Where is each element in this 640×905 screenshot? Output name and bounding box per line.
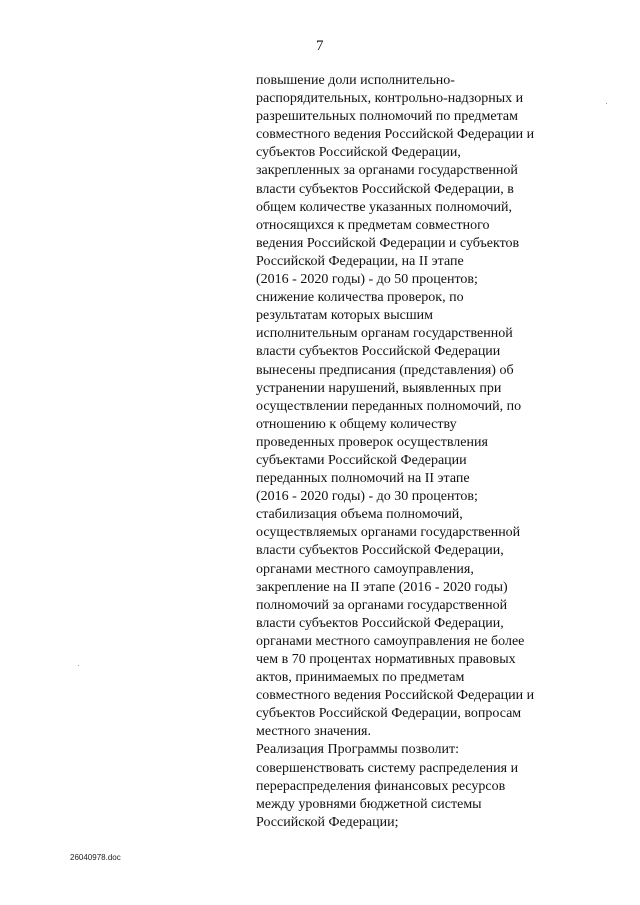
body-text-line: власти субъектов Российской Федерации [256, 344, 501, 360]
body-text-line: закрепление на II этапе (2016 - 2020 годы) [256, 579, 508, 595]
body-text-line: актов, принимаемых по предметам [256, 670, 465, 686]
body-text-line: местного значения. [256, 724, 371, 740]
body-text-line: переданных полномочий на II этапе [256, 471, 470, 487]
body-text-line: общем количестве указанных полномочий, [256, 199, 513, 215]
file-name-footer: 26040978.doc [70, 853, 121, 862]
body-text-line: между уровнями бюджетной системы [256, 796, 482, 812]
body-text-line: Российской Федерации, на II этапе [256, 253, 464, 269]
body-text-line: совместного ведения Российской Федерации и [256, 688, 535, 704]
body-text-line: повышение доли исполнительно- [256, 73, 455, 88]
body-text-line: стабилизация объема полномочий, [256, 507, 463, 523]
body-text-line: исполнительным органам государственной [256, 326, 513, 342]
body-text-line: совместного ведения Российской Федерации и [256, 127, 535, 143]
body-text-line: чем в 70 процентах нормативных правовых [256, 652, 516, 667]
body-text-line: отношению к общему количеству [256, 416, 457, 432]
body-text-line: совершенствовать систему распределения и [256, 760, 519, 776]
body-text-line: закрепленных за органами государственной [256, 163, 518, 179]
page-number: 7 [316, 38, 324, 54]
body-text-line: проведенных проверок осуществления [256, 434, 488, 450]
body-text-line: результатам которых высшим [256, 308, 433, 324]
body-text-line: распорядительных, контрольно-надзорных и [256, 91, 524, 107]
body-text-line: снижение количества проверок, по [256, 290, 464, 306]
body-text-line: устранении нарушений, выявленных при [256, 380, 502, 396]
body-text-line: власти субъектов Российской Федерации, [256, 543, 504, 559]
body-text-line: (2016 - 2020 годы) - до 30 процентов; [256, 489, 478, 505]
body-text-line: полномочий за органами государственной [256, 597, 508, 613]
body-text-line: осуществляемых органами государственной [256, 525, 521, 541]
body-text-line: перераспределения финансовых ресурсов [256, 778, 506, 794]
body-text-line: субъектов Российской Федерации, [256, 145, 461, 161]
body-text-line: вынесены предписания (представления) об [256, 362, 514, 378]
body-text-line: власти субъектов Российской Федерации, в [256, 181, 514, 197]
body-text-line: субъектов Российской Федерации, вопросам [256, 706, 522, 722]
body-text-line: органами местного самоуправления, [256, 561, 474, 577]
body-text-line: субъектами Российской Федерации [256, 452, 467, 468]
body-text-line: ведения Российской Федерации и субъектов [256, 235, 520, 251]
scan-speck [606, 103, 607, 104]
body-text-line: (2016 - 2020 годы) - до 50 процентов; [256, 272, 478, 288]
body-text-line: Реализация Программы позволит: [256, 742, 459, 758]
body-text-line: разрешительных полномочий по предметам [256, 109, 518, 125]
body-text-line: органами местного самоуправления не более [256, 633, 525, 649]
body-text-line: осуществлении переданных полномочий, по [256, 398, 522, 414]
body-text-line: относящихся к предметам совместного [256, 217, 490, 233]
body-text-line: Российской Федерации; [256, 814, 399, 830]
body-text-line: власти субъектов Российской Федерации, [256, 615, 504, 631]
document-body-text [256, 72, 576, 832]
scan-speck [78, 665, 79, 666]
